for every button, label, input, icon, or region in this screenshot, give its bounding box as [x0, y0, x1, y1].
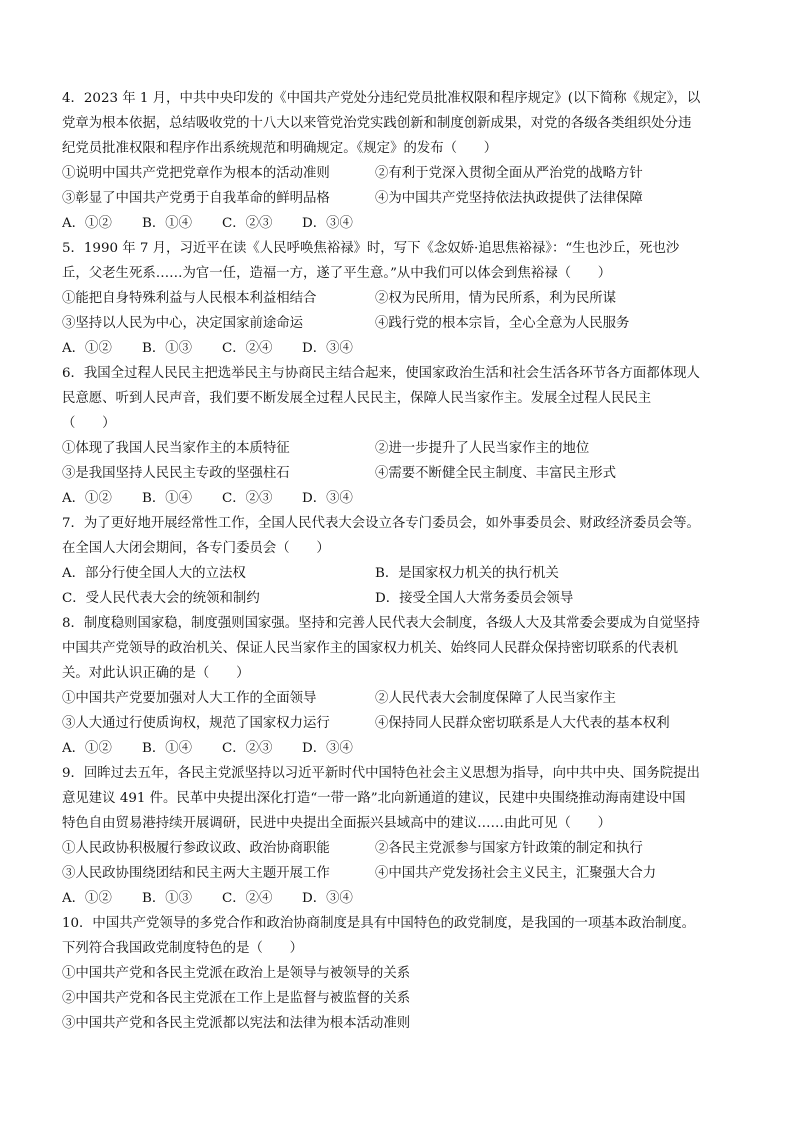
statement-row [62, 961, 742, 986]
answer-option: A．①② [62, 891, 112, 906]
answer-options [62, 211, 742, 236]
statement-row [62, 711, 742, 736]
statement-item: ①体现了我国人民当家作主的本质特征 [62, 441, 290, 456]
question-stem-line: 中国共产党领导的政治机关、保证人民当家作主的国家权力机关、始终同人民群众保持密切联系的代表机 [62, 641, 678, 656]
statement-row [62, 161, 742, 186]
statement-row [62, 436, 742, 461]
statement-item: A．部分行使全国人大的立法权 [62, 566, 246, 581]
answer-option: C．②④ [222, 891, 273, 906]
answer-option: B．①③ [142, 341, 193, 356]
statement-row [62, 986, 742, 1011]
statement-row [62, 1011, 742, 1036]
answer-option: D．③④ [302, 491, 353, 506]
statement-row [62, 311, 742, 336]
statement-item: ①中国共产党和各民主党派在政治上是领导与被领导的关系 [62, 966, 411, 981]
answer-options [62, 486, 742, 511]
statement-item: ④需要不断健全民主制度、丰富民主形式 [375, 466, 617, 481]
question-stem-line: （ ） [62, 416, 116, 431]
question-stem-line: 党章为根本依据，总结吸收党的十八大以来管党治党实践创新和制度创新成果，对党的各级各类组织处分违 [62, 116, 692, 131]
statement-item: B．是国家权力机关的执行机关 [375, 566, 559, 581]
answer-option: B．①④ [142, 741, 193, 756]
question-stem-line: 5．1990 年 7 月，习近平在读《人民呼唤焦裕禄》时，写下《念奴娇·追思焦裕禄》：“生也沙丘，死也沙 [62, 241, 680, 256]
question-8 [62, 611, 742, 761]
statement-item: ②有利于党深入贯彻全面从严治党的战略方针 [375, 166, 643, 181]
question-stem-line: 民意愿、听到人民声音，我们要不断发展全过程人民民主，保障人民当家作主。发展全过程人民民主 [62, 391, 652, 406]
answer-options [62, 736, 742, 761]
statement-item: ①人民政协积极履行参政议政、政治协商职能 [62, 841, 330, 856]
statement-row [62, 836, 742, 861]
statement-item: ③中国共产党和各民主党派都以宪法和法律为根本活动准则 [62, 1016, 411, 1031]
question-stem-line: 意见建议 491 件。民革中央提出深化打造“一带一路”北向新通道的建议，民建中央围绕推动海南建设中国 [62, 791, 686, 806]
answer-option: B．①④ [142, 491, 193, 506]
answer-option: C．②③ [222, 216, 273, 231]
statement-item: ④中国共产党发扬社会主义民主，汇聚强大合力 [375, 866, 657, 881]
statement-item: ②人民代表大会制度保障了人民当家作主 [375, 691, 617, 706]
question-stem-line: 9．回眸过去五年，各民主党派坚持以习近平新时代中国特色社会主义思想为指导，向中共中央、国务院提出 [62, 766, 700, 781]
statement-item: D．接受全国人大常务委员会领导 [375, 591, 574, 606]
statement-row [62, 461, 742, 486]
question-stem-line: 6．我国全过程人民民主把选举民主与协商民主结合起来，使国家政治生活和社会生活各环节各方面都体现人 [62, 366, 700, 381]
answer-option: D．③④ [302, 216, 353, 231]
statement-row [62, 686, 742, 711]
statement-item: ②进一步提升了人民当家作主的地位 [375, 441, 590, 456]
answer-option: B．①④ [142, 216, 193, 231]
answer-option: C．②④ [222, 341, 273, 356]
statement-item: ③彰显了中国共产党勇于自我革命的鲜明品格 [62, 191, 330, 206]
statement-row [62, 561, 742, 586]
question-4 [62, 86, 742, 236]
statement-item: ④践行党的根本宗旨，全心全意为人民服务 [375, 316, 630, 331]
statement-row [62, 586, 742, 611]
question-stem-line: 丘，父老生死系……为官一任，造福一方，遂了平生意。”从中我们可以体会到焦裕禄（ ） [62, 266, 612, 281]
statement-row [62, 286, 742, 311]
statement-row [62, 186, 742, 211]
statement-item: ①说明中国共产党把党章作为根本的活动准则 [62, 166, 330, 181]
statement-item: C．受人民代表大会的统领和制约 [62, 591, 260, 606]
question-stem-line: 关。对此认识正确的是（ ） [62, 666, 250, 681]
answer-option: C．②③ [222, 491, 273, 506]
question-stem-line: 8．制度稳则国家稳，制度强则国家强。坚持和完善人民代表大会制度，各级人大及其常委会要成为自觉坚持 [62, 616, 700, 631]
statement-item: ②中国共产党和各民主党派在工作上是监督与被监督的关系 [62, 991, 411, 1006]
answer-option: B．①③ [142, 891, 193, 906]
answer-option: D．③④ [302, 741, 353, 756]
question-5 [62, 236, 742, 361]
question-stem-line: 下列符合我国政党制度特色的是（ ） [62, 941, 304, 956]
question-stem-line: 4．2023 年 1 月，中共中央印发的《中国共产党处分违纪党员批准权限和程序规定》(以下简称《规定》，以 [62, 91, 701, 106]
answer-option: D．③④ [302, 341, 353, 356]
question-stem-line: 7．为了更好地开展经常性工作，全国人民代表大会设立各专门委员会，如外事委员会、财政经济委员会等。 [62, 516, 700, 531]
statement-item: ③人大通过行使质询权，规范了国家权力运行 [62, 716, 330, 731]
statement-item: ④保持同人民群众密切联系是人大代表的基本权利 [375, 716, 670, 731]
statement-item: ③人民政协围绕团结和民主两大主题开展工作 [62, 866, 330, 881]
answer-option: C．②③ [222, 741, 273, 756]
statement-row [62, 861, 742, 886]
question-6 [62, 361, 742, 511]
answer-option: A．①② [62, 491, 112, 506]
question-stem-line: 在全国人大闭会期间，各专门委员会（ ） [62, 541, 330, 556]
statement-item: ③是我国坚持人民民主专政的坚强柱石 [62, 466, 290, 481]
statement-item: ①中国共产党要加强对人大工作的全面领导 [62, 691, 317, 706]
answer-option: D．③④ [302, 891, 353, 906]
statement-item: ③坚持以人民为中心，决定国家前途命运 [62, 316, 304, 331]
answer-options [62, 336, 742, 361]
answer-option: A．①② [62, 341, 112, 356]
question-7 [62, 511, 742, 611]
answer-option: A．①② [62, 741, 112, 756]
statement-item: ①能把自身特殊利益与人民根本利益相结合 [62, 291, 317, 306]
question-10 [62, 911, 742, 1036]
answer-options [62, 886, 742, 911]
question-stem-line: 特色自由贸易港持续开展调研，民进中央提出全面振兴县域高中的建议……由此可见（ ） [62, 816, 612, 831]
statement-item: ④为中国共产党坚持依法执政提供了法律保障 [375, 191, 643, 206]
question-stem-line: 10．中国共产党领导的多党合作和政治协商制度是具有中国特色的政党制度，是我国的一项基本政治制度。 [62, 916, 696, 931]
question-9 [62, 761, 742, 911]
answer-option: A．①② [62, 216, 112, 231]
statement-item: ②各民主党派参与国家方针政策的制定和执行 [375, 841, 643, 856]
question-stem-line: 纪党员批准权限和程序作出系统规范和明确规定。《规定》的发布（ ） [62, 141, 498, 156]
statement-item: ②权为民所用，情为民所系，利为民所谋 [375, 291, 617, 306]
